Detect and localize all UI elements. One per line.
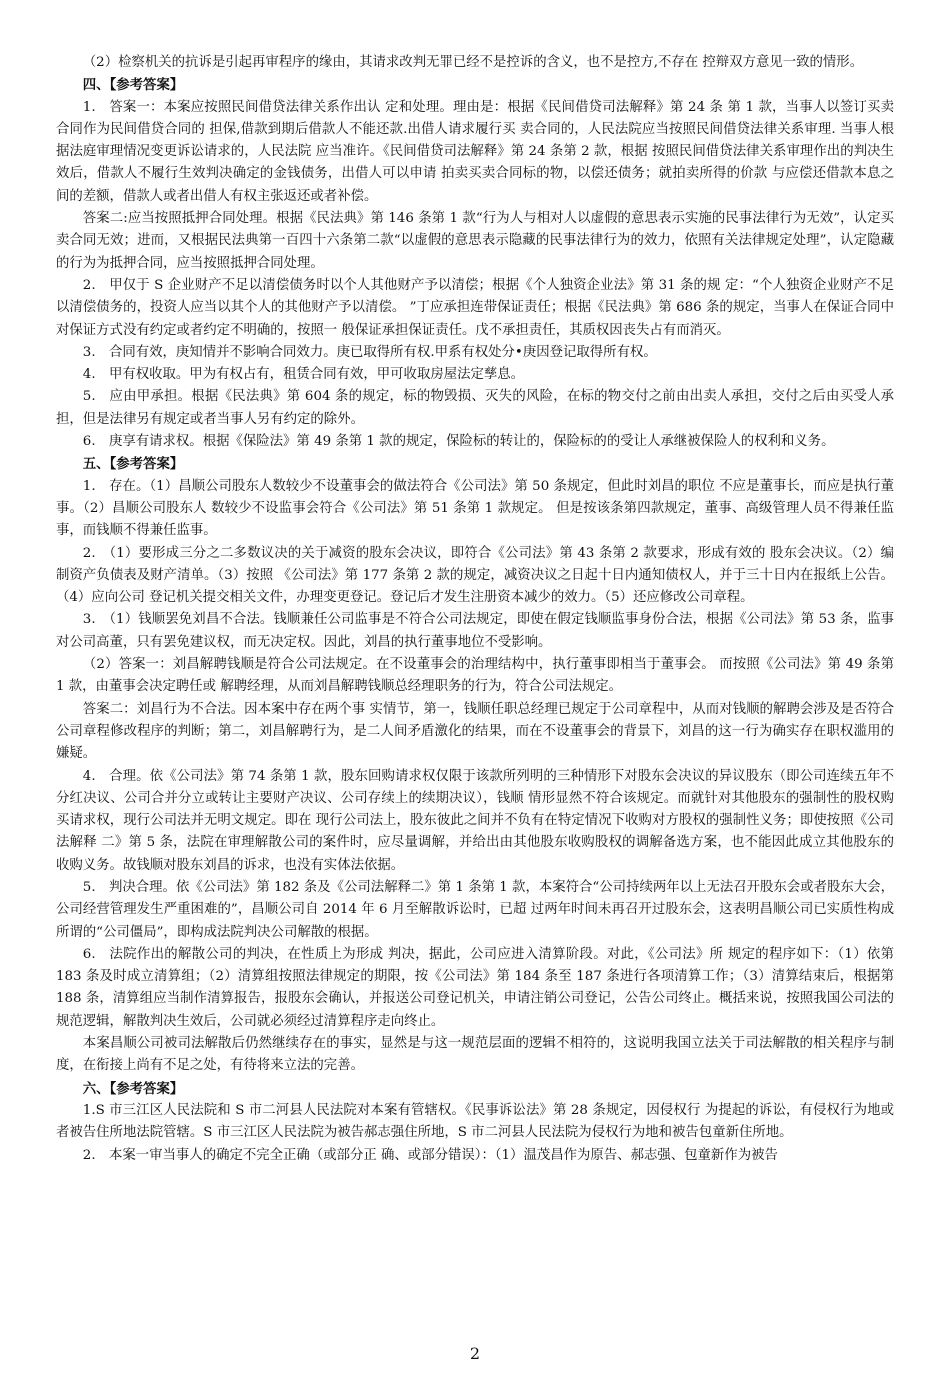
section-heading: 四、【参考答案】	[82, 77, 184, 94]
document-body	[56, 52, 894, 1167]
section-heading: 六、【参考答案】	[82, 1080, 184, 1097]
paragraph: 4. 甲有权收取。甲为有权占有，租赁合同有效，甲可收取房屋法定孳息。	[82, 367, 525, 383]
paragraph: 答案二：刘昌行为不合法。因本案中存在两个事 实情节，第一，钱顺任职总经理已规定于公司章程中，从而对钱顺的解聘会涉及是否符合公司章程修改程序的判断；第二，刘昌解聘行为，是二人间矛盾激化的结果，而在不设董事会的背景下，刘昌的这一行为确实存在职权滥用的嫌疑。	[56, 701, 894, 762]
paragraph: 2. （1）要形成三分之二多数议决的关于减资的股东会决议，即符合《公司法》第 43 条第 2 款要求，形成有效的 股东会决议。（2）编制资产负债表及财产清单。（3）按照 《公司法》第 177 条第 2 款的规定，减资决议之日起十日内通知债权人，并于三十日内在报纸上公告。（4）应向公司 登记机关提交相关文件，办理变更登记。登记后才发生注册资本减少的效力。（5）还应修改公司章程。	[56, 545, 894, 606]
paragraph: 2. 甲仅于 S 企业财产不足以清偿债务时以个人其他财产予以清偿；根据《个人独资企业法》第 31 条的规 定：“个人独资企业财产不足以清偿债务的，投资人应当以其个人的其他财产予以清偿。 ”丁应承担连带保证责任；根据《民法典》第 686 条的规定，当事人在保证合同中对保证方式没有约定或者约定不明确的，按照一 般保证承担保证责任。戊不承担责任，其质权因丧失占有而消灭。	[56, 277, 894, 338]
paragraph: （2）答案一：刘昌解聘钱顺是符合公司法规定。在不设董事会的治理结构中，执行董事即相当于董事会。 而按照《公司法》第 49 条第 1 款，由董事会决定聘任或 解聘经理，从而刘昌解聘钱顺总经理职务的行为，符合公司法规定。	[56, 657, 894, 695]
paragraph: 3. （1）钱顺罢免刘昌不合法。钱顺兼任公司监事是不符合公司法规定，即使在假定钱顺监事身份合法，根据《公司法》第 53 条，监事对公司高董，只有罢免建议权，而无决定权。因此，刘昌的执行董事地位不受影响。	[56, 612, 894, 650]
paragraph: 1.S 市三江区人民法院和 S 市二河县人民法院对本案有管辖权。《民事诉讼法》第 28 条规定，因侵权行 为提起的诉讼，有侵权行为地或者被告住所地法院管辖。S 市三江区人民法院为被告郝志强住所地，S 市二河县人民法院为侵权行为地和被告包童新住所地。	[56, 1102, 894, 1141]
section-heading: 五、【参考答案】	[82, 456, 184, 473]
paragraph: 2. 本案一审当事人的确定不完全正确（或部分正 确、或部分错误）：（1）温茂昌作为原告、郝志强、包童新作为被告	[82, 1147, 778, 1163]
paragraph: 6. 法院作出的解散公司的判决，在性质上为形成 判决，据此，公司应进入清算阶段。对此，《公司法》所 规定的程序如下：（1）依第 183 条及时成立清算组；（2）清算组按照法律规定的期限，按《公司法》第 184 条至 187 条进行各项清算工作；（3）清算结束后，根据第 188 条，清算组应当制作清算报告，报股东会确认，并报送公司登记机关，申请注销公司登记，公告公司终止。概括来说，按照我国公司法的规范逻辑，解散判决生效后，公司就必须经过清算程序走向终止。	[56, 946, 894, 1029]
paragraph: 5. 应由甲承担。根据《民法典》第 604 条的规定，标的物毁损、灭失的风险，在标的物交付之前由出卖人承担，交付之后由买受人承担，但是法律另有规定或者当事人另有约定的除外。	[56, 389, 894, 427]
paragraph: 1. 答案一：本案应按照民间借贷法律关系作出认 定和处理。理由是：根据《民间借贷司法解释》第 24 条 第 1 款，当事人以签订买卖合同作为民间借贷合同的 担保,借款到期后借款人不能还款.出借人请求履行买 卖合同的，人民法院应当按照民间借贷法律关系审理. 当事人根据法庭审理情况变更诉讼请求的，人民法院 应当准许。《民间借贷司法解释》第 24 条第 2 款，根据 按照民间借贷法律关系审理作出的判决生效后，借款人不履行生效判决确定的金钱债务，出借人可以申请 拍卖买卖合同标的物，以偿还债务；就拍卖所得的价款 与应偿还借款本息之间的差额，借款人或者出借人有权主张返还或者补偿。	[56, 99, 894, 204]
paragraph: 本案昌顺公司被司法解散后仍然继续存在的事实，显然是与这一规范层面的逻辑不相符的，这说明我国立法关于司法解散的相关程序与制度，在衔接上尚有不足之处，有待将来立法的完善。	[56, 1036, 894, 1074]
paragraph: 答案二:应当按照抵押合同处理。根据《民法典》第 146 条第 1 款“行为人与相对人以虚假的意思表示实施的民事法律行为无效”，认定买卖合同无效；进而，又根据民法典第一百四十六条第二款“以虚假的意思表示隐藏的民事法律行为的效力，依照有关法律规定处理”，认定隐藏的行为为抵押合同，应当按照抵押合同处理。	[56, 211, 894, 271]
paragraph: 4. 合理。依《公司法》第 74 条第 1 款，股东回购请求权仅限于该款所列明的三种情形下对股东会决议的异议股东（即公司连续五年不分红决议、公司合并分立或转让主要财产决议、公司存续上的续期决议），钱顺 情形显然不符合该规定。而就针对其他股东的强制性的股权购买请求权，现行公司法并无明文规定。即在 现行公司法上，股东彼此之间并不负有在特定情况下收购对方股权的强制性义务；即使按照《公司法解释 二》第 5 条，法院在审理解散公司的案件时，应尽量调解，并给出由其他股东收购股权的调解备选方案，也不能因此成立其他股东的收购义务。故钱顺对股东刘昌的诉求，也没有实体法依据。	[56, 768, 894, 873]
paragraph: 5. 判决合理。依《公司法》第 182 条及《公司法解释二》第 1 条第 1 款，本案符合“公司持续两年以上无法召开股东会或者股东大会，公司经营管理发生严重困难的”，昌顺公司自 2014 年 6 月至解散诉讼时，已超 过两年时间未再召开过股东会，这表明昌顺公司已实质性构成所谓的“公司僵局”，即构成法院判决公司解散的根据。	[56, 879, 894, 940]
paragraph: 6. 庚享有请求权。根据《保险法》第 49 条第 1 款的规定，保险标的转让的，保险标的的受让人承继被保险人的权利和义务。	[82, 434, 835, 450]
paragraph: 1. 存在。（1）昌顺公司股东人数较少不设董事会的做法符合《公司法》第 50 条规定，但此时刘昌的职位 不应是董事长，而应是执行董事。（2）昌顺公司股东人 数较少不设监事会符合《公司法》第 51 条第 1 款规定。 但是按该条第四款规定，董事、高级管理人员不得兼任监事，而钱顺不得兼任监事。	[56, 478, 894, 539]
paragraph: （2）检察机关的抗诉是引起再审程序的缘由，其请求改判无罪已经不是控诉的含义，也不是控方,不存在 控辩双方意见一致的情形。	[82, 55, 864, 70]
page-number: 2	[469, 1344, 481, 1363]
paragraph: 3. 合同有效，庚知情并不影响合同效力。庚已取得所有权.甲系有权处分•庚因登记取得所有权。	[82, 344, 657, 360]
